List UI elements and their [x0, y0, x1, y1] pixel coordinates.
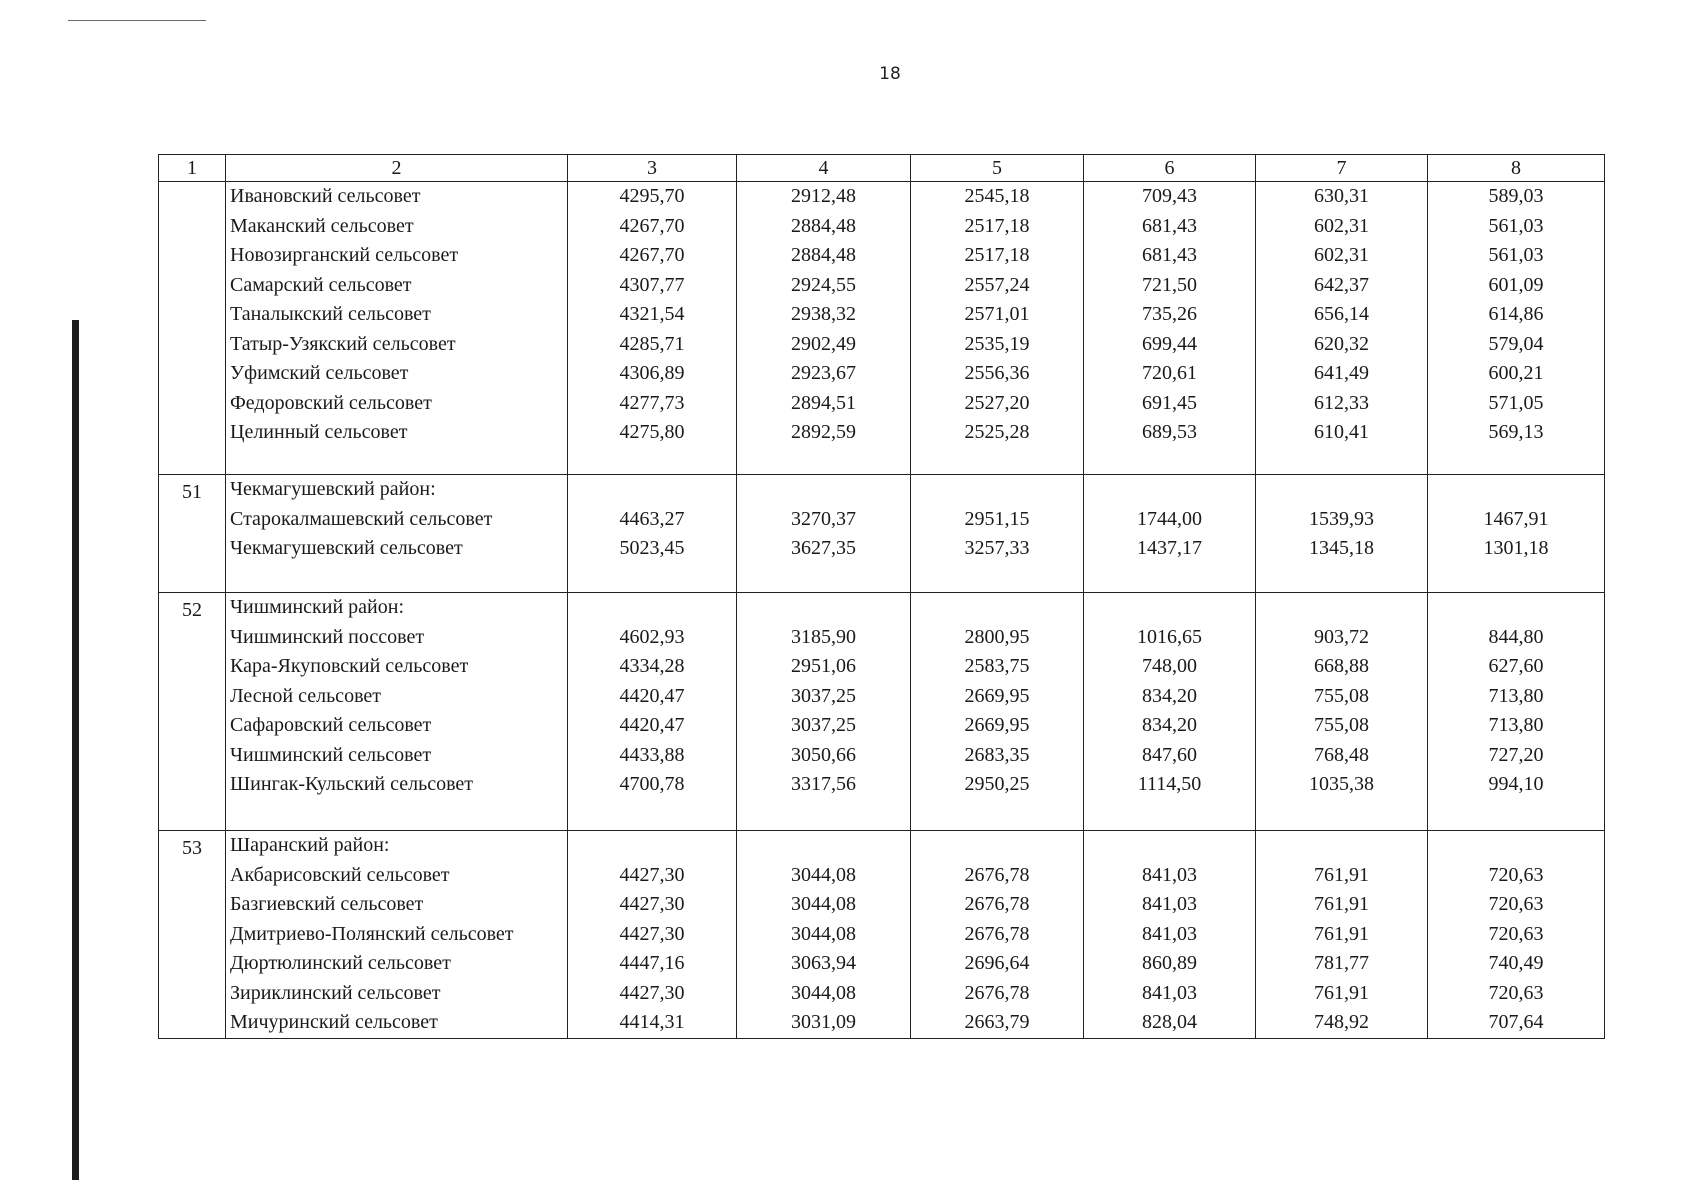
- column-header-8: 8: [1428, 155, 1605, 182]
- value: 3185,90: [791, 625, 856, 648]
- value-cell-col-8: [1428, 592, 1605, 830]
- value: 2696,64: [964, 952, 1030, 974]
- value-cell-col-6: [1084, 830, 1256, 1038]
- value-cell-col-3: [568, 474, 737, 592]
- value-cell-col-6: [1084, 182, 1256, 475]
- scan-top-line: [68, 20, 206, 21]
- value: 713,80: [1488, 714, 1544, 736]
- value: 994,10: [1488, 773, 1544, 795]
- value: 2525,28: [964, 421, 1030, 443]
- value: 569,13: [1488, 421, 1544, 443]
- value: 5023,45: [619, 537, 685, 559]
- value-cell-col-7: [1256, 182, 1428, 475]
- value: 903,72: [1314, 625, 1369, 648]
- value: 1114,50: [1137, 773, 1202, 795]
- value: 602,31: [1314, 214, 1369, 237]
- value: 4602,93: [619, 625, 685, 648]
- value: 4334,28: [619, 655, 685, 677]
- value: 2676,78: [964, 981, 1030, 1004]
- value: 689,53: [1142, 421, 1197, 443]
- value-cell-col-7: [1256, 474, 1428, 592]
- row-number: [159, 182, 226, 475]
- value: 2892,59: [791, 421, 856, 443]
- value: 3317,56: [791, 773, 856, 795]
- value: 713,80: [1488, 684, 1544, 707]
- locality-name: Дмитриево-Полянский сельсовет: [230, 922, 514, 945]
- value: 3044,08: [791, 893, 856, 915]
- value-cell-col-8: [1428, 474, 1605, 592]
- value: 610,41: [1314, 421, 1369, 443]
- value: 699,44: [1142, 332, 1197, 355]
- locality-name: Мичуринский сельсовет: [230, 1011, 438, 1033]
- table-row-group: [159, 182, 1605, 475]
- value: 1016,65: [1137, 625, 1202, 648]
- value-cell-col-7: [1256, 830, 1428, 1038]
- value: 2517,18: [964, 244, 1030, 266]
- value: 4275,80: [619, 421, 685, 443]
- value: 4427,30: [619, 981, 685, 1004]
- value: 2527,20: [964, 391, 1030, 414]
- value-cell-col-3: [568, 182, 737, 475]
- value: 1539,93: [1309, 507, 1374, 530]
- value: 4414,31: [619, 1011, 685, 1033]
- value: 2556,36: [964, 362, 1030, 384]
- value: 630,31: [1314, 185, 1369, 207]
- value: 681,43: [1142, 214, 1197, 237]
- district-title: Чекмагушевский район:: [230, 477, 436, 500]
- value: 3627,35: [791, 537, 856, 559]
- value: 602,31: [1314, 244, 1369, 266]
- value: 2669,95: [964, 714, 1030, 736]
- column-header-7: 7: [1256, 155, 1428, 182]
- value: 847,60: [1142, 743, 1197, 766]
- value: 1035,38: [1309, 773, 1374, 795]
- value: 844,80: [1488, 625, 1544, 648]
- value-cell-col-4: [737, 830, 911, 1038]
- value: 2902,49: [791, 332, 856, 355]
- value: 748,92: [1314, 1011, 1369, 1033]
- value: 781,77: [1314, 952, 1369, 974]
- value-cell-col-5: [911, 474, 1084, 592]
- value-cell-col-5: [911, 592, 1084, 830]
- value: 571,05: [1488, 391, 1544, 414]
- value: 834,20: [1142, 714, 1197, 736]
- value: 620,32: [1314, 332, 1369, 355]
- value: 1345,18: [1309, 537, 1374, 559]
- locality-name: Кара-Якуповский сельсовет: [230, 655, 469, 677]
- data-table: [158, 154, 1605, 1039]
- value: 579,04: [1488, 332, 1544, 355]
- locality-name: Федоровский сельсовет: [230, 391, 432, 414]
- table-row-group: [159, 592, 1605, 830]
- value: 2951,06: [791, 655, 856, 677]
- value: 589,03: [1488, 185, 1544, 207]
- locality-name: Чекмагушевский сельсовет: [230, 537, 463, 559]
- value: 721,50: [1142, 273, 1197, 296]
- value: 656,14: [1314, 303, 1369, 325]
- locality-names-cell: [226, 592, 568, 830]
- value: 2663,79: [964, 1011, 1030, 1033]
- value: 841,03: [1142, 922, 1197, 945]
- value: 768,48: [1314, 743, 1369, 766]
- value: 828,04: [1142, 1011, 1197, 1033]
- column-header-2: 2: [226, 155, 568, 182]
- value: 2535,19: [964, 332, 1030, 355]
- value: 642,37: [1314, 273, 1369, 296]
- column-header-5: 5: [911, 155, 1084, 182]
- page-number: 18: [879, 64, 901, 84]
- value: 727,20: [1488, 743, 1544, 766]
- value: 4267,70: [619, 214, 685, 237]
- value: 641,49: [1314, 362, 1369, 384]
- value: 2938,32: [791, 303, 856, 325]
- value: 3050,66: [791, 743, 856, 766]
- table-row-group: [159, 830, 1605, 1038]
- district-title: Чишминский район:: [230, 595, 405, 618]
- value: 4420,47: [619, 684, 685, 707]
- locality-name: Дюртюлинский сельсовет: [230, 952, 451, 974]
- value: 601,09: [1488, 273, 1544, 296]
- locality-name: Целинный сельсовет: [230, 421, 408, 443]
- value: 1744,00: [1137, 507, 1202, 530]
- value: 2800,95: [964, 625, 1030, 648]
- locality-name: Базгиевский сельсовет: [230, 893, 424, 915]
- value: 720,63: [1488, 981, 1544, 1004]
- value: 4285,71: [619, 332, 685, 355]
- value: 834,20: [1142, 684, 1197, 707]
- value: 668,88: [1314, 655, 1369, 677]
- value: 3270,37: [791, 507, 856, 530]
- value-cell-col-6: [1084, 474, 1256, 592]
- value: 627,60: [1488, 655, 1544, 677]
- value: 735,26: [1142, 303, 1197, 325]
- value: 748,00: [1142, 655, 1197, 677]
- data-table-container: [158, 154, 1604, 1039]
- value: 720,61: [1142, 362, 1197, 384]
- value: 600,21: [1488, 362, 1544, 384]
- value: 1301,18: [1483, 537, 1549, 559]
- value: 2583,75: [964, 655, 1030, 677]
- locality-name: Акбарисовский сельсовет: [230, 863, 450, 886]
- value: 841,03: [1142, 981, 1197, 1004]
- locality-name: Новозирганский сельсовет: [230, 244, 459, 266]
- value: 720,63: [1488, 922, 1544, 945]
- locality-name: Зириклинский сельсовет: [230, 981, 441, 1004]
- value: 4427,30: [619, 863, 685, 886]
- value: 709,43: [1142, 185, 1197, 207]
- value: 761,91: [1314, 893, 1369, 915]
- value-cell-col-5: [911, 182, 1084, 475]
- value-cell-col-6: [1084, 592, 1256, 830]
- value: 2951,15: [964, 507, 1030, 530]
- column-header-3: 3: [568, 155, 737, 182]
- value: 2517,18: [964, 214, 1030, 237]
- locality-name: Таналыкский сельсовет: [230, 303, 431, 325]
- value: 2676,78: [964, 893, 1030, 915]
- value: 740,49: [1488, 952, 1544, 974]
- locality-name: Сафаровский сельсовет: [230, 714, 432, 736]
- row-number: 52: [159, 592, 226, 830]
- value: 841,03: [1142, 893, 1197, 915]
- value: 2669,95: [964, 684, 1030, 707]
- value: 4463,27: [619, 507, 685, 530]
- locality-name: Чишминский поссовет: [230, 625, 425, 648]
- value-cell-col-8: [1428, 830, 1605, 1038]
- value: 561,03: [1488, 244, 1544, 266]
- value: 720,63: [1488, 893, 1544, 915]
- value: 755,08: [1314, 684, 1369, 707]
- locality-names-cell: [226, 830, 568, 1038]
- value: 2557,24: [964, 273, 1030, 296]
- value: 2894,51: [791, 391, 856, 414]
- value: 4447,16: [619, 952, 685, 974]
- locality-name: Уфимский сельсовет: [230, 362, 409, 384]
- value: 4321,54: [619, 303, 685, 325]
- value: 2884,48: [791, 214, 856, 237]
- value: 612,33: [1314, 391, 1369, 414]
- table-body: [159, 182, 1605, 1039]
- value: 4307,77: [619, 273, 685, 296]
- value-cell-col-4: [737, 592, 911, 830]
- value-cell-col-3: [568, 830, 737, 1038]
- value: 860,89: [1142, 952, 1197, 974]
- value: 681,43: [1142, 244, 1197, 266]
- column-header-1: 1: [159, 155, 226, 182]
- value: 3044,08: [791, 922, 856, 945]
- value: 3037,25: [791, 684, 856, 707]
- value: 3257,33: [964, 537, 1030, 559]
- locality-name: Шингак-Кульский сельсовет: [230, 773, 474, 795]
- value-cell-col-4: [737, 182, 911, 475]
- value: 3037,25: [791, 714, 856, 736]
- locality-name: Маканский сельсовет: [230, 214, 414, 237]
- value: 4295,70: [619, 185, 685, 207]
- value: 1467,91: [1483, 507, 1549, 530]
- value-cell-col-7: [1256, 592, 1428, 830]
- value: 2571,01: [964, 303, 1030, 325]
- header-row: [159, 155, 1605, 182]
- locality-names-cell: [226, 474, 568, 592]
- value: 561,03: [1488, 214, 1544, 237]
- value: 2923,67: [791, 362, 856, 384]
- value: 2912,48: [791, 185, 856, 207]
- district-title: Шаранский район:: [230, 833, 390, 856]
- table-row-group: [159, 474, 1605, 592]
- value-cell-col-4: [737, 474, 911, 592]
- value: 4306,89: [619, 362, 685, 384]
- value: 4700,78: [619, 773, 685, 795]
- locality-name: Лесной сельсовет: [230, 684, 382, 707]
- value: 4420,47: [619, 714, 685, 736]
- value: 2884,48: [791, 244, 856, 266]
- value: 761,91: [1314, 863, 1369, 886]
- locality-names-cell: [226, 182, 568, 475]
- value: 2676,78: [964, 863, 1030, 886]
- value: 4427,30: [619, 922, 685, 945]
- value: 2950,25: [964, 773, 1030, 795]
- value: 3044,08: [791, 981, 856, 1004]
- value: 755,08: [1314, 714, 1369, 736]
- value: 4433,88: [619, 743, 685, 766]
- value: 4427,30: [619, 893, 685, 915]
- locality-name: Самарский сельсовет: [230, 273, 412, 296]
- value: 2676,78: [964, 922, 1030, 945]
- value: 761,91: [1314, 922, 1369, 945]
- value: 720,63: [1488, 863, 1544, 886]
- scan-left-edge-bar: [72, 320, 79, 1180]
- locality-name: Чишминский сельсовет: [230, 743, 432, 766]
- value: 1437,17: [1137, 537, 1202, 559]
- row-number: 51: [159, 474, 226, 592]
- value: 3044,08: [791, 863, 856, 886]
- value: 3031,09: [791, 1011, 856, 1033]
- value: 2683,35: [964, 743, 1030, 766]
- locality-name: Старокалмашевский сельсовет: [230, 507, 493, 530]
- value: 4277,73: [619, 391, 685, 414]
- value: 841,03: [1142, 863, 1197, 886]
- value: 4267,70: [619, 244, 685, 266]
- value: 761,91: [1314, 981, 1369, 1004]
- value-cell-col-8: [1428, 182, 1605, 475]
- value: 707,64: [1488, 1011, 1544, 1033]
- column-header-6: 6: [1084, 155, 1256, 182]
- value-cell-col-3: [568, 592, 737, 830]
- value: 2545,18: [964, 185, 1030, 207]
- value: 2924,55: [791, 273, 856, 296]
- value: 3063,94: [791, 952, 856, 974]
- row-number: 53: [159, 830, 226, 1038]
- value: 614,86: [1488, 303, 1544, 325]
- value: 691,45: [1142, 391, 1197, 414]
- locality-name: Ивановский сельсовет: [230, 185, 421, 207]
- value-cell-col-5: [911, 830, 1084, 1038]
- column-header-4: 4: [737, 155, 911, 182]
- locality-name: Татыр-Узякский сельсовет: [230, 332, 456, 355]
